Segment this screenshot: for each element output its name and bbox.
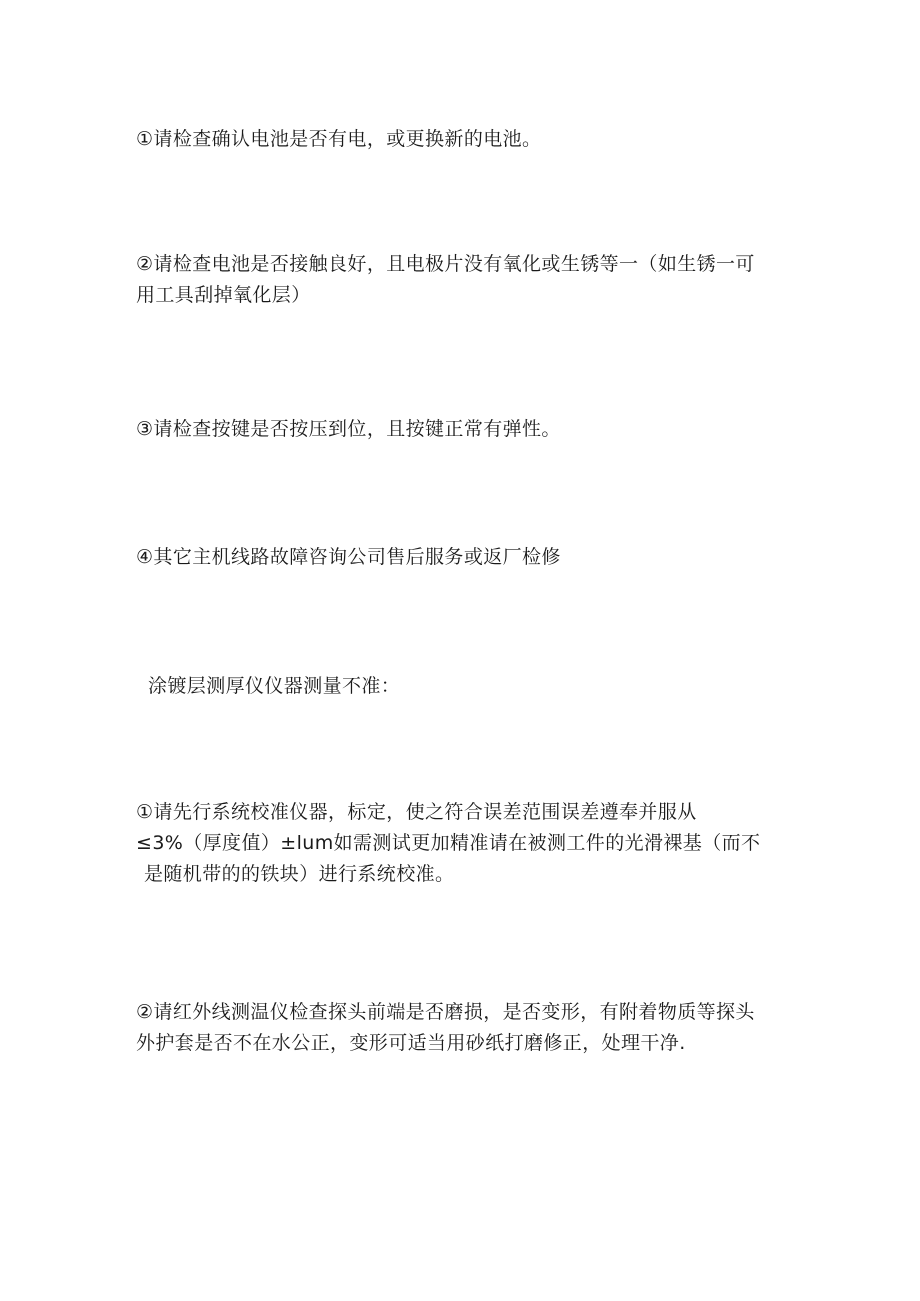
- heading-text: 涂镀层测厚仪仪器测量不准：: [148, 675, 401, 697]
- paragraph-calibration: [136, 797, 796, 890]
- text-line: 外护套是否不在水公正，变形可适当用砂纸打磨修正，处理干净.: [136, 1032, 686, 1054]
- paragraph-battery-contact: [136, 249, 796, 311]
- text-line: ②请红外线测温仪检查探头前端是否磨损，是否变形，有附着物质等探头: [136, 1001, 755, 1023]
- text-line: ①请检查确认电池是否有电，或更换新的电池。: [136, 128, 542, 150]
- paragraph-repair-service: [136, 542, 796, 573]
- text-line: ③请检查按键是否按压到位，且按键正常有弹性。: [136, 418, 561, 440]
- text-line: ④其它主机线路故障咨询公司售后服务或返厂检修: [136, 546, 561, 568]
- paragraph-probe-check: [136, 997, 796, 1059]
- text-line: ②请检查电池是否接触良好，且电极片没有氧化或生锈等一（如生锈一可: [136, 253, 755, 275]
- text-line: 是随机带的的铁块）进行系统校准。: [144, 863, 455, 885]
- paragraph-button-check: [136, 414, 796, 445]
- text-line: ①请先行系统校准仪器，标定，使之符合误差范围误差遵奉并服从: [136, 801, 697, 823]
- section-heading: [148, 671, 808, 702]
- text-line: ≤3%（厚度值）±lum如需测试更加精准请在被测工件的光滑裸基（而不: [136, 832, 761, 854]
- paragraph-battery-check: [136, 124, 796, 155]
- text-line: 用工具刮掉氧化层）: [136, 284, 311, 306]
